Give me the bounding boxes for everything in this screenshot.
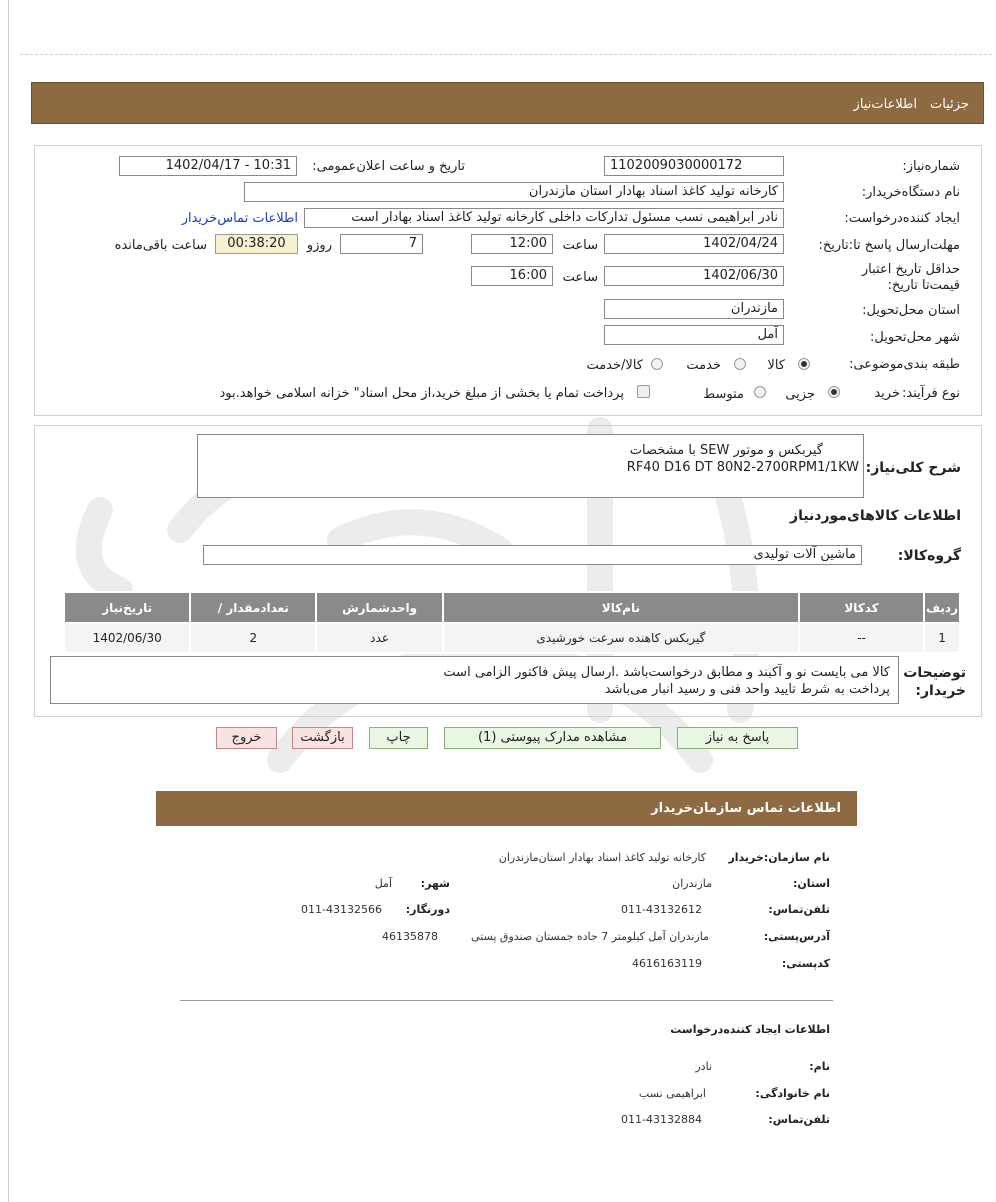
- cell-row: 1: [924, 623, 960, 653]
- cell-quantity: 2: [190, 623, 316, 653]
- treasury-note: پرداخت تمام یا بخشی از مبلغ خرید،از محل اسناد" خزانه اسلامی خواهد.بود: [219, 386, 624, 401]
- contact-pobox-value: 46135878: [382, 930, 438, 943]
- cell-need-date: 1402/06/30: [64, 623, 190, 653]
- category-both-radio[interactable]: [651, 358, 663, 370]
- days-word: روزو: [306, 238, 332, 253]
- category-label: طبقه بندی‌موضوعی:: [849, 357, 960, 372]
- creator-label: ایجاد کننده‌درخواست:: [844, 211, 960, 226]
- contact-fax-label: دورنگار:: [405, 903, 450, 916]
- buyer-notes-box: [50, 656, 899, 704]
- treasury-checkbox[interactable]: [637, 385, 650, 398]
- category-service-radio[interactable]: [734, 358, 746, 370]
- col-code: کدکالا: [799, 592, 924, 623]
- left-border-line: [8, 0, 9, 1202]
- validity-label: حداقل تاریخ اعتبار قیمت‌تا تاریخ:: [861, 262, 960, 293]
- buyer-contact-title: اطلاعات تماس سازمان‌خریدار: [651, 801, 841, 816]
- contact-phone-label: تلفن‌تماس:: [768, 903, 830, 916]
- province-label: استان محل‌تحویل:: [862, 303, 960, 318]
- category-goods-radio[interactable]: [798, 358, 810, 370]
- col-unit: واحدشمارش: [316, 592, 442, 623]
- requester-family-label: نام خانوادگی:: [755, 1087, 830, 1100]
- requester-phone-value: 011-43132884: [621, 1113, 702, 1126]
- buyer-notes-line-1: کالا می بایست نو و آکبند و مطابق درخواست‌باشد .ارسال پیش فاکتور الزامی است: [443, 665, 890, 680]
- remaining-label: ساعت باقی‌مانده: [114, 238, 207, 253]
- contact-province-label: استان:: [793, 877, 830, 890]
- cell-name: گیربکس کاهنده سرعت خورشیدی: [443, 623, 799, 653]
- group-label: گروه‌کالا:: [897, 548, 961, 564]
- city-field[interactable]: آمل: [604, 325, 784, 345]
- buyer-org-field[interactable]: کارخانه تولید کاغذ اسناد بهادار استان مازندران: [244, 182, 784, 202]
- top-dotted-separator: [20, 54, 992, 55]
- contact-divider: [180, 1000, 833, 1001]
- process-partial-radio[interactable]: [828, 386, 840, 398]
- exit-button[interactable]: خروج: [216, 727, 277, 749]
- category-goods-label: کالا: [767, 358, 785, 373]
- summary-line-2: RF40 D16 DT 80N2-2700RPM1/1KW: [626, 460, 859, 475]
- summary-box: [197, 434, 864, 498]
- buyer-contact-link[interactable]: اطلاعات تماس‌خریدار: [181, 211, 298, 226]
- goods-info-title: اطلاعات کالاهای‌موردنیاز: [790, 508, 961, 524]
- buyer-contact-header: [156, 791, 857, 826]
- contact-address-label: آدرس‌پستی:: [763, 930, 830, 943]
- process-buy-label: خرید: [874, 386, 900, 401]
- requester-name-value: نادر: [695, 1060, 712, 1073]
- col-row: ردیف: [924, 592, 960, 623]
- process-medium-radio[interactable]: [754, 386, 766, 398]
- need-number-field[interactable]: 1102009030000172: [604, 156, 784, 176]
- need-number-label: شماره‌نیاز:: [902, 159, 960, 174]
- col-name: نام‌کالا: [443, 592, 799, 623]
- announce-date-label: تاریخ و ساعت اعلان‌عمومی:: [312, 159, 465, 174]
- requester-name-label: نام:: [809, 1060, 830, 1073]
- province-field[interactable]: مازندران: [604, 299, 784, 319]
- buyer-notes-line-2: پرداخت به شرط تایید واحد فنی و رسید انبار می‌باشد: [604, 682, 890, 697]
- cell-unit: عدد: [316, 623, 442, 653]
- validity-time-field[interactable]: 16:00: [471, 266, 553, 286]
- process-type-label: نوع فرآیند:: [902, 386, 960, 401]
- validity-date-field[interactable]: 1402/06/30: [604, 266, 784, 286]
- reply-button[interactable]: پاسخ به نیاز: [677, 727, 798, 749]
- buyer-org-label: نام دستگاه‌خریدار:: [861, 185, 960, 200]
- validity-time-word: ساعت: [562, 270, 598, 285]
- category-service-label: خدمت: [686, 358, 721, 373]
- deadline-label: مهلت‌ارسال پاسخ تا:تاریخ:: [818, 238, 960, 253]
- city-label: شهر محل‌تحویل:: [870, 330, 960, 345]
- deadline-time-word: ساعت: [562, 238, 598, 253]
- process-partial-label: جزیی: [785, 387, 815, 402]
- view-attachments-button[interactable]: مشاهده مدارک پیوستی (1): [444, 727, 661, 749]
- org-name-label: نام سازمان:خریدار: [728, 851, 830, 864]
- contact-city-label: شهر:: [420, 877, 450, 890]
- group-field[interactable]: ماشین آلات تولیدی: [203, 545, 862, 565]
- details-header-bar: [31, 82, 984, 124]
- items-table-header: [64, 592, 960, 623]
- requester-phone-label: تلفن‌تماس:: [768, 1113, 830, 1126]
- process-medium-label: متوسط: [703, 387, 744, 402]
- requester-family-value: ابراهیمی نسب: [638, 1087, 706, 1100]
- org-name-value: کارخانه تولید کاغذ اسناد بهادار استان‌مازندران: [498, 851, 706, 864]
- contact-address-value: مازندران آمل کیلومتر 7 جاده جمستان صندوق پستی: [471, 930, 709, 943]
- contact-postal-value: 4616163119: [632, 957, 702, 970]
- remaining-timer: 00:38:20: [215, 234, 298, 254]
- col-need-date: تاریخ‌نیاز: [64, 592, 190, 623]
- deadline-time-field[interactable]: 12:00: [471, 234, 553, 254]
- cell-code: --: [799, 623, 924, 653]
- col-quantity: تعداد‌مقدار /: [190, 592, 316, 623]
- table-row[interactable]: [64, 623, 960, 653]
- category-both-label: کالا/خدمت: [586, 358, 643, 373]
- contact-phone-value: 011-43132612: [621, 903, 702, 916]
- contact-postal-label: کدپستی:: [781, 957, 830, 970]
- summary-line-1: گیربکس و موتور SEW با مشخصات: [629, 443, 823, 458]
- deadline-date-field[interactable]: 1402/04/24: [604, 234, 784, 254]
- announce-date-field[interactable]: 1402/04/17 - 10:31: [119, 156, 297, 176]
- days-field[interactable]: 7: [340, 234, 423, 254]
- buyer-notes-label: توضیحات خریدار:: [903, 665, 966, 699]
- contact-city-value: آمل: [374, 877, 392, 890]
- tab-need-info[interactable]: اطلاعات‌نیاز: [853, 97, 917, 112]
- contact-fax-value: 011-43132566: [301, 903, 382, 916]
- creator-field[interactable]: نادر ابراهیمی نسب مسئول تدارکات داخلی کارخانه تولید کاغذ اسناد بهادار است: [304, 208, 784, 228]
- items-table: [63, 591, 961, 654]
- contact-province-value: مازندران: [672, 877, 712, 890]
- back-button[interactable]: بازگشت: [292, 727, 353, 749]
- summary-label: شرح کلی‌نیاز:: [865, 460, 961, 476]
- requester-info-title: اطلاعات ایجاد کننده‌درخواست: [670, 1023, 830, 1036]
- tab-details[interactable]: جزئیات: [930, 97, 969, 112]
- print-button[interactable]: چاپ: [369, 727, 428, 749]
